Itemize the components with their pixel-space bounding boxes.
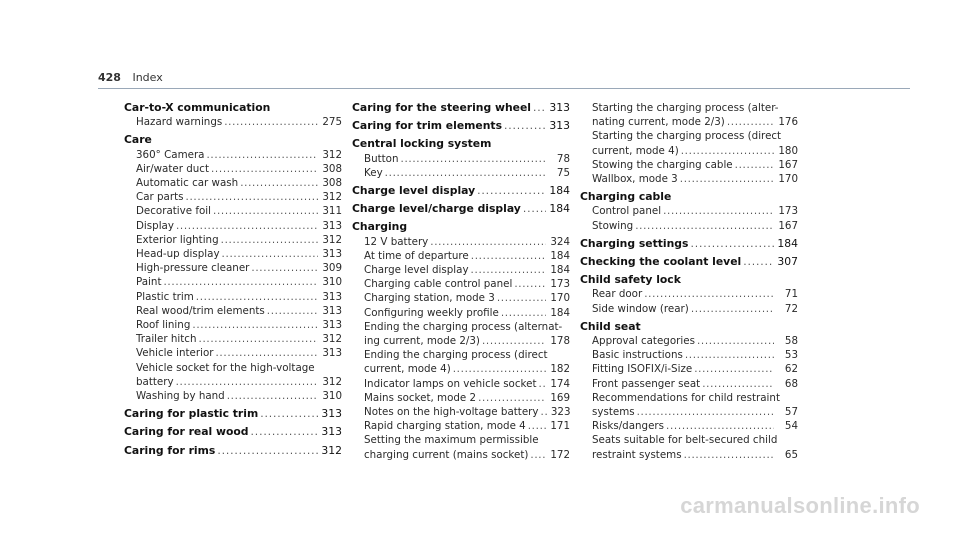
index-term	[352, 137, 570, 151]
page-reference[interactable]: 57	[784, 406, 798, 419]
index-subentry	[136, 332, 342, 346]
page-reference[interactable]: 184	[550, 306, 570, 319]
index-term-label: Child safety lock	[580, 273, 681, 287]
index-subentry-text: Mains socket, mode 2	[364, 391, 477, 404]
index-subentry-text: 12 V battery	[364, 235, 429, 248]
index-subentry	[592, 348, 798, 362]
index-subentry	[136, 190, 342, 204]
page-reference[interactable]: 54	[784, 420, 798, 433]
index-subentry	[592, 144, 798, 158]
index-term-label: Charging	[352, 220, 408, 234]
index-term	[580, 320, 798, 334]
index-subentry-text: Vehicle interior	[136, 347, 214, 360]
index-subentry-text: Charge level display	[364, 264, 469, 277]
index-term	[580, 190, 798, 204]
page-reference[interactable]: 53	[784, 349, 798, 362]
page-reference[interactable]: 178	[550, 335, 570, 348]
dot-leader	[192, 318, 318, 332]
page-reference[interactable]: 184	[549, 202, 570, 216]
page-reference[interactable]: 312	[322, 375, 342, 388]
page-reference[interactable]: 65	[784, 448, 798, 461]
page-reference[interactable]: 184	[549, 184, 570, 198]
index-subentry-text: Stowing the charging cable	[592, 158, 733, 171]
dot-leader	[697, 334, 774, 348]
dot-leader	[637, 405, 774, 419]
page-reference[interactable]: 307	[777, 255, 798, 269]
index-subentry-text: Rapid charging station, mode 4	[364, 420, 526, 433]
index-subentry-text: 360° Camera	[136, 148, 205, 161]
page-reference[interactable]: 312	[322, 333, 342, 346]
dot-leader	[482, 334, 546, 348]
page-reference[interactable]: 182	[550, 363, 570, 376]
index-subentry-text: charging current (mains socket)	[364, 448, 529, 461]
index-subentry-text: High-pressure cleaner	[136, 262, 250, 275]
index-term-label: Charge level/charge display	[352, 202, 521, 216]
index-subentry	[364, 152, 570, 166]
section-title: Index	[132, 71, 163, 84]
index-subentry	[136, 290, 342, 304]
index-subentry	[136, 304, 342, 318]
page-header	[98, 71, 163, 84]
index-column-3	[580, 101, 798, 462]
index-subentry-text: Key	[364, 166, 383, 179]
index-subentry	[364, 419, 570, 433]
index-subentry	[592, 448, 798, 462]
index-subentry-text: Front passenger seat	[592, 377, 701, 390]
page-reference[interactable]: 184	[550, 264, 570, 277]
page-reference[interactable]: 310	[322, 390, 342, 403]
page-reference[interactable]: 68	[784, 377, 798, 390]
index-subentry	[136, 204, 342, 218]
index-column-1	[124, 101, 342, 458]
dot-leader	[501, 306, 546, 320]
page-reference[interactable]: 71	[784, 288, 798, 301]
index-subentry-line	[364, 348, 570, 362]
index-subentry-text: Real wood/trim elements	[136, 304, 265, 317]
index-subentry	[136, 219, 342, 233]
page-reference[interactable]: 313	[321, 425, 342, 439]
index-subentry-line	[592, 101, 798, 115]
page-reference[interactable]: 78	[556, 152, 570, 165]
dot-leader	[206, 148, 318, 162]
page-reference[interactable]: 167	[778, 219, 798, 232]
index-subentry-text: Control panel	[592, 205, 662, 218]
page-reference[interactable]: 312	[321, 443, 342, 457]
page-reference[interactable]: 313	[549, 119, 570, 133]
dot-leader	[680, 172, 774, 186]
index-subentry	[364, 362, 570, 376]
page-reference[interactable]: 313	[322, 219, 342, 232]
dot-leader	[477, 184, 546, 198]
index-term	[352, 101, 570, 115]
index-subentry-line	[136, 361, 342, 375]
page-reference[interactable]: 311	[322, 205, 342, 218]
index-term	[352, 119, 570, 133]
dot-leader	[691, 302, 774, 316]
index-term-label: Caring for the steering wheel	[352, 101, 531, 114]
index-term-label: Caring for trim elements	[352, 119, 502, 133]
dot-leader	[260, 407, 318, 421]
index-subentry-line	[364, 320, 570, 334]
dot-leader	[471, 263, 546, 277]
page-reference[interactable]: 308	[322, 177, 342, 190]
index-term	[124, 407, 342, 421]
page-reference[interactable]: 312	[322, 233, 342, 246]
index-subentry	[364, 405, 570, 419]
page-reference[interactable]: 171	[550, 420, 570, 433]
index-subentry-text: Rear door	[592, 288, 643, 301]
index-subentry-text: Charging cable control panel	[364, 278, 513, 291]
index-term	[124, 425, 342, 439]
index-subentry	[592, 419, 798, 433]
dot-leader	[211, 162, 318, 176]
dot-leader	[163, 275, 318, 289]
page-reference[interactable]: 313	[549, 101, 570, 114]
dot-leader	[702, 377, 774, 391]
index-subentry-text: Stowing	[592, 219, 634, 232]
page-reference[interactable]: 174	[550, 377, 570, 390]
index-subentry	[364, 306, 570, 320]
index-subentry-text: nating current, mode 2/3)	[592, 116, 725, 129]
dot-leader	[217, 444, 318, 458]
index-subentry-text: At time of departure	[364, 249, 469, 262]
index-subentry-line	[592, 129, 798, 143]
index-subentry-text: Charging station, mode 3	[364, 292, 495, 305]
index-term	[124, 133, 342, 147]
page-reference[interactable]: 173	[550, 278, 570, 291]
index-subentry	[136, 375, 342, 389]
page-reference[interactable]: 323	[550, 406, 571, 419]
index-term	[352, 184, 570, 198]
index-subentry	[364, 448, 570, 462]
dot-leader	[663, 204, 774, 218]
index-term-label: Checking the coolant level	[580, 255, 742, 269]
index-subentry-text: Washing by hand	[136, 390, 225, 403]
watermark: carmanualsonline.info	[680, 493, 920, 518]
index-column-2	[352, 101, 570, 462]
index-subentry-text: Hazard warnings	[136, 116, 223, 129]
page-reference[interactable]: 312	[322, 148, 342, 161]
dot-leader	[644, 287, 774, 301]
index-term	[124, 444, 342, 458]
index-subentry	[592, 377, 798, 391]
page-reference[interactable]: 310	[322, 276, 342, 289]
page-reference[interactable]: 62	[784, 363, 798, 376]
index-subentry-text: current, mode 4)	[364, 363, 451, 376]
index-subentry	[364, 235, 570, 249]
index-subentry-text: ing current, mode 2/3)	[364, 335, 480, 348]
index-subentry	[364, 391, 570, 405]
index-subentry-text: Indicator lamps on vehicle socket	[364, 377, 537, 390]
index-subentry	[136, 162, 342, 176]
index-subentry	[136, 318, 342, 332]
index-subentry	[592, 405, 798, 419]
page-reference[interactable]: 313	[322, 319, 342, 332]
page-reference[interactable]: 170	[550, 292, 570, 305]
page-reference[interactable]: 167	[778, 158, 798, 171]
index-term	[580, 237, 798, 251]
index-subentry	[136, 247, 342, 261]
page-reference[interactable]: 169	[550, 391, 570, 404]
index-subentry	[364, 249, 570, 263]
index-subentry	[136, 233, 342, 247]
dot-leader	[514, 277, 546, 291]
index-subentry	[592, 158, 798, 172]
index-term-label: Charging cable	[580, 190, 672, 204]
index-subentry-text: Side window (rear)	[592, 302, 689, 315]
index-term-label: Charging settings	[580, 236, 689, 250]
index-subentry-text: Plastic trim	[136, 290, 194, 303]
index-term-label: Caring for plastic trim	[124, 407, 259, 421]
dot-leader	[430, 235, 546, 249]
dot-leader	[196, 290, 318, 304]
index-term-label: Car-to-X communication	[124, 101, 271, 114]
dot-leader	[251, 425, 318, 439]
dot-leader	[453, 362, 546, 376]
index-subentry-text: Configuring weekly profile	[364, 306, 499, 319]
dot-leader	[497, 291, 546, 305]
dot-leader	[267, 304, 318, 318]
page-reference[interactable]: 172	[550, 448, 570, 461]
index-subentry-text: current, mode 4)	[592, 144, 679, 157]
index-term	[124, 101, 342, 115]
dot-leader	[385, 166, 546, 180]
index-subentry	[364, 334, 570, 348]
dot-leader	[251, 261, 318, 275]
dot-leader	[213, 204, 318, 218]
index-subentry-text: Paint	[136, 276, 162, 289]
dot-leader	[681, 144, 774, 158]
index-subentry	[592, 115, 798, 129]
dot-leader	[684, 448, 774, 462]
index-subentry-text: Ending the charging process (direct	[364, 349, 548, 362]
index-subentry-text: Notes on the high-voltage battery	[364, 406, 539, 419]
dot-leader	[539, 377, 547, 391]
index-subentry-text: Display	[136, 219, 174, 232]
index-subentry	[592, 334, 798, 348]
index-subentry	[364, 263, 570, 277]
dot-leader	[690, 237, 774, 251]
dot-leader	[240, 176, 318, 190]
dot-leader	[694, 362, 774, 376]
header-divider	[98, 88, 910, 89]
index-subentry	[136, 346, 342, 360]
page-reference[interactable]: 313	[322, 304, 342, 317]
index-subentry	[592, 219, 798, 233]
index-subentry	[136, 148, 342, 162]
page-reference[interactable]: 58	[784, 335, 798, 348]
index-subentry	[592, 172, 798, 186]
index-subentry-text: Automatic car wash	[136, 177, 239, 190]
index-subentry-text: Exterior lighting	[136, 233, 219, 246]
dot-leader	[530, 448, 546, 462]
index-subentry-text: Setting the maximum permissible	[364, 434, 539, 447]
index-subentry-text: Seats suitable for belt-secured child	[592, 434, 778, 447]
dot-leader	[221, 233, 318, 247]
dot-leader	[186, 190, 319, 204]
index-subentry	[136, 261, 342, 275]
index-subentry-text: Roof lining	[136, 319, 191, 332]
index-subentry-text: battery	[136, 375, 174, 388]
index-subentry	[136, 275, 342, 289]
index-subentry	[136, 115, 342, 129]
dot-leader	[533, 101, 546, 115]
index-subentry-text: Trailer hitch	[136, 333, 197, 346]
index-subentry	[364, 377, 570, 391]
index-subentry-text: Vehicle socket for the high-voltage	[136, 361, 315, 374]
index-term-label: Care	[124, 133, 152, 147]
index-subentry-text: Car parts	[136, 191, 184, 204]
index-subentry	[136, 176, 342, 190]
page-reference[interactable]: 308	[322, 162, 342, 175]
page-reference[interactable]: 176	[778, 116, 798, 129]
page-reference[interactable]: 313	[322, 290, 342, 303]
index-subentry	[364, 291, 570, 305]
index-subentry-text: Wallbox, mode 3	[592, 173, 678, 186]
dot-leader	[666, 419, 774, 433]
dot-leader	[224, 115, 318, 129]
page-reference[interactable]: 313	[322, 347, 342, 360]
index-subentry	[364, 166, 570, 180]
dot-leader	[635, 219, 774, 233]
page-reference[interactable]: 324	[550, 235, 570, 248]
index-subentry-text: Fitting ISOFIX/i-Size	[592, 363, 693, 376]
dot-leader	[504, 119, 546, 133]
page-reference[interactable]: 72	[784, 302, 798, 315]
index-subentry	[592, 204, 798, 218]
page-reference[interactable]: 313	[322, 248, 342, 261]
index-term-label: Charge level display	[352, 184, 476, 198]
page-reference[interactable]: 312	[322, 191, 342, 204]
index-subentry-line	[592, 391, 798, 405]
dot-leader	[541, 405, 547, 419]
index-term-label: Caring for real wood	[124, 425, 249, 439]
page-reference[interactable]: 309	[322, 262, 342, 275]
index-subentry-text: restraint systems	[592, 448, 682, 461]
index-term	[580, 273, 798, 287]
index-term-label: Child seat	[580, 319, 641, 333]
index-subentry	[592, 287, 798, 301]
page-reference[interactable]: 170	[778, 173, 798, 186]
dot-leader	[176, 219, 318, 233]
page-reference[interactable]: 75	[556, 166, 570, 179]
dot-leader	[227, 389, 318, 403]
page-reference[interactable]: 180	[778, 144, 798, 157]
dot-leader	[523, 202, 546, 216]
index-subentry-text: Decorative foil	[136, 205, 212, 218]
index-subentry	[592, 302, 798, 316]
dot-leader	[743, 255, 774, 269]
index-subentry-text: Approval categories	[592, 335, 695, 348]
index-subentry-text: Button	[364, 152, 399, 165]
index-subentry-text: Recommendations for child restraint	[592, 391, 780, 404]
dot-leader	[401, 152, 547, 166]
index-subentry	[364, 277, 570, 291]
index-subentry-text: Starting the charging process (direct	[592, 130, 782, 143]
dot-leader	[735, 158, 774, 172]
index-term	[352, 220, 570, 234]
index-subentry	[136, 389, 342, 403]
dot-leader	[528, 419, 546, 433]
page-reference[interactable]: 184	[777, 236, 798, 250]
index-subentry-line	[364, 433, 570, 447]
index-subentry	[592, 362, 798, 376]
index-term-label: Caring for rims	[124, 443, 216, 457]
index-subentry-text: Air/water duct	[136, 162, 209, 175]
index-subentry-text: Basic instructions	[592, 349, 683, 362]
index-subentry-text: systems	[592, 406, 635, 419]
index-term-label: Central locking system	[352, 137, 492, 151]
index-subentry-text: Head-up display	[136, 248, 220, 261]
index-subentry-text: Risks/dangers	[592, 420, 665, 433]
dot-leader	[471, 249, 546, 263]
page-reference[interactable]: 313	[321, 407, 342, 421]
dot-leader	[478, 391, 546, 405]
page-reference[interactable]: 184	[550, 249, 570, 262]
index-subentry-text: Ending the charging process (alternat-	[364, 320, 563, 333]
dot-leader	[222, 247, 318, 261]
index-term	[352, 202, 570, 216]
page-reference[interactable]: 173	[778, 205, 798, 218]
page-reference[interactable]: 275	[322, 116, 342, 129]
index-term	[580, 255, 798, 269]
index-subentry-text: Starting the charging process (alter-	[592, 102, 779, 114]
dot-leader	[215, 346, 318, 360]
dot-leader	[199, 332, 319, 346]
dot-leader	[727, 115, 774, 129]
index-subentry-line	[592, 433, 798, 447]
page-number: 428	[98, 71, 121, 84]
dot-leader	[176, 375, 318, 389]
dot-leader	[685, 348, 774, 362]
